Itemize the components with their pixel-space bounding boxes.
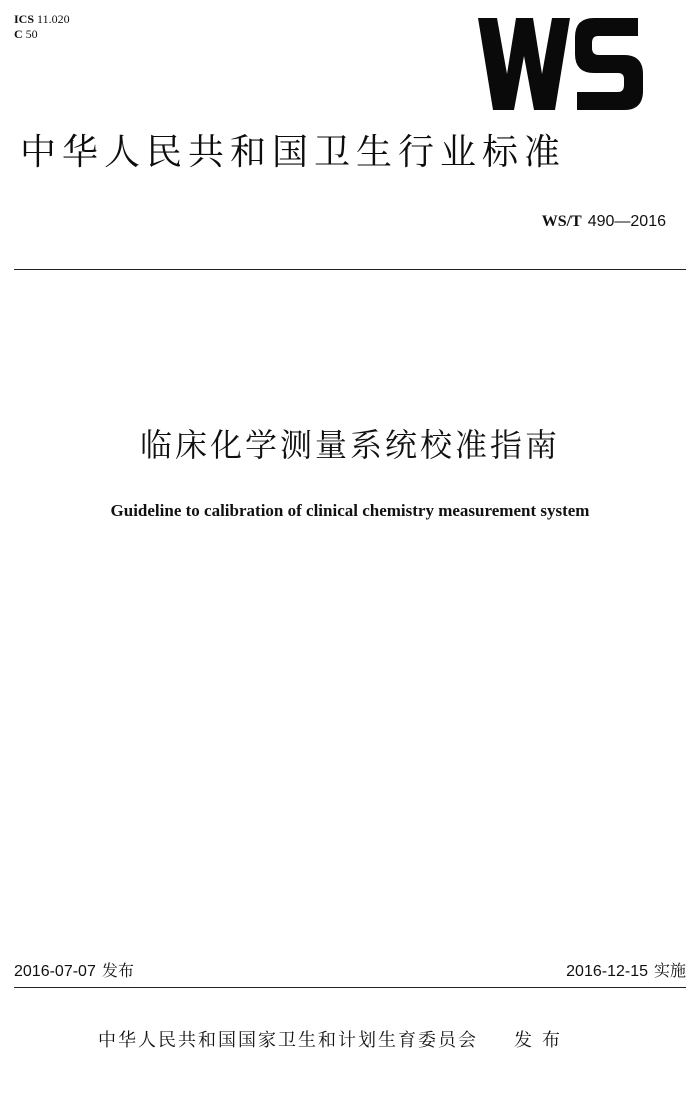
standard-number-value: 490—2016 xyxy=(587,213,666,230)
ws-logo-mark xyxy=(478,18,643,110)
footer-divider xyxy=(14,987,686,988)
header-divider xyxy=(14,269,686,270)
publisher-name: 中华人民共和国国家卫生和计划生育委员会 xyxy=(98,1030,478,1051)
publisher-issue-word: 发布 xyxy=(514,1030,570,1051)
effective-date-line xyxy=(566,960,686,983)
ws-logo xyxy=(478,18,643,110)
ics-code: 11.020 xyxy=(37,12,70,26)
classification-codes xyxy=(14,12,70,42)
standard-prefix: WS/T xyxy=(541,213,582,230)
issuing-body-title: 中华人民共和国卫生行业标准 xyxy=(20,132,567,173)
ccs-line xyxy=(14,27,70,42)
publisher-line xyxy=(98,1028,570,1054)
document-title-en: Guideline to calibration of clinical chemistry measurement system xyxy=(110,501,590,520)
issue-date: 2016-07-07 xyxy=(14,963,96,980)
ccs-label: C xyxy=(14,27,23,41)
issue-label: 发布 xyxy=(101,961,134,980)
ics-line xyxy=(14,12,70,27)
document-title-zh: 临床化学测量系统校准指南 xyxy=(139,426,560,464)
effective-label: 实施 xyxy=(653,961,686,980)
ccs-code: 50 xyxy=(25,27,38,41)
effective-date: 2016-12-15 xyxy=(566,963,648,980)
issue-date-line xyxy=(14,960,134,983)
ics-label: ICS xyxy=(14,12,35,26)
standard-number xyxy=(542,210,666,233)
